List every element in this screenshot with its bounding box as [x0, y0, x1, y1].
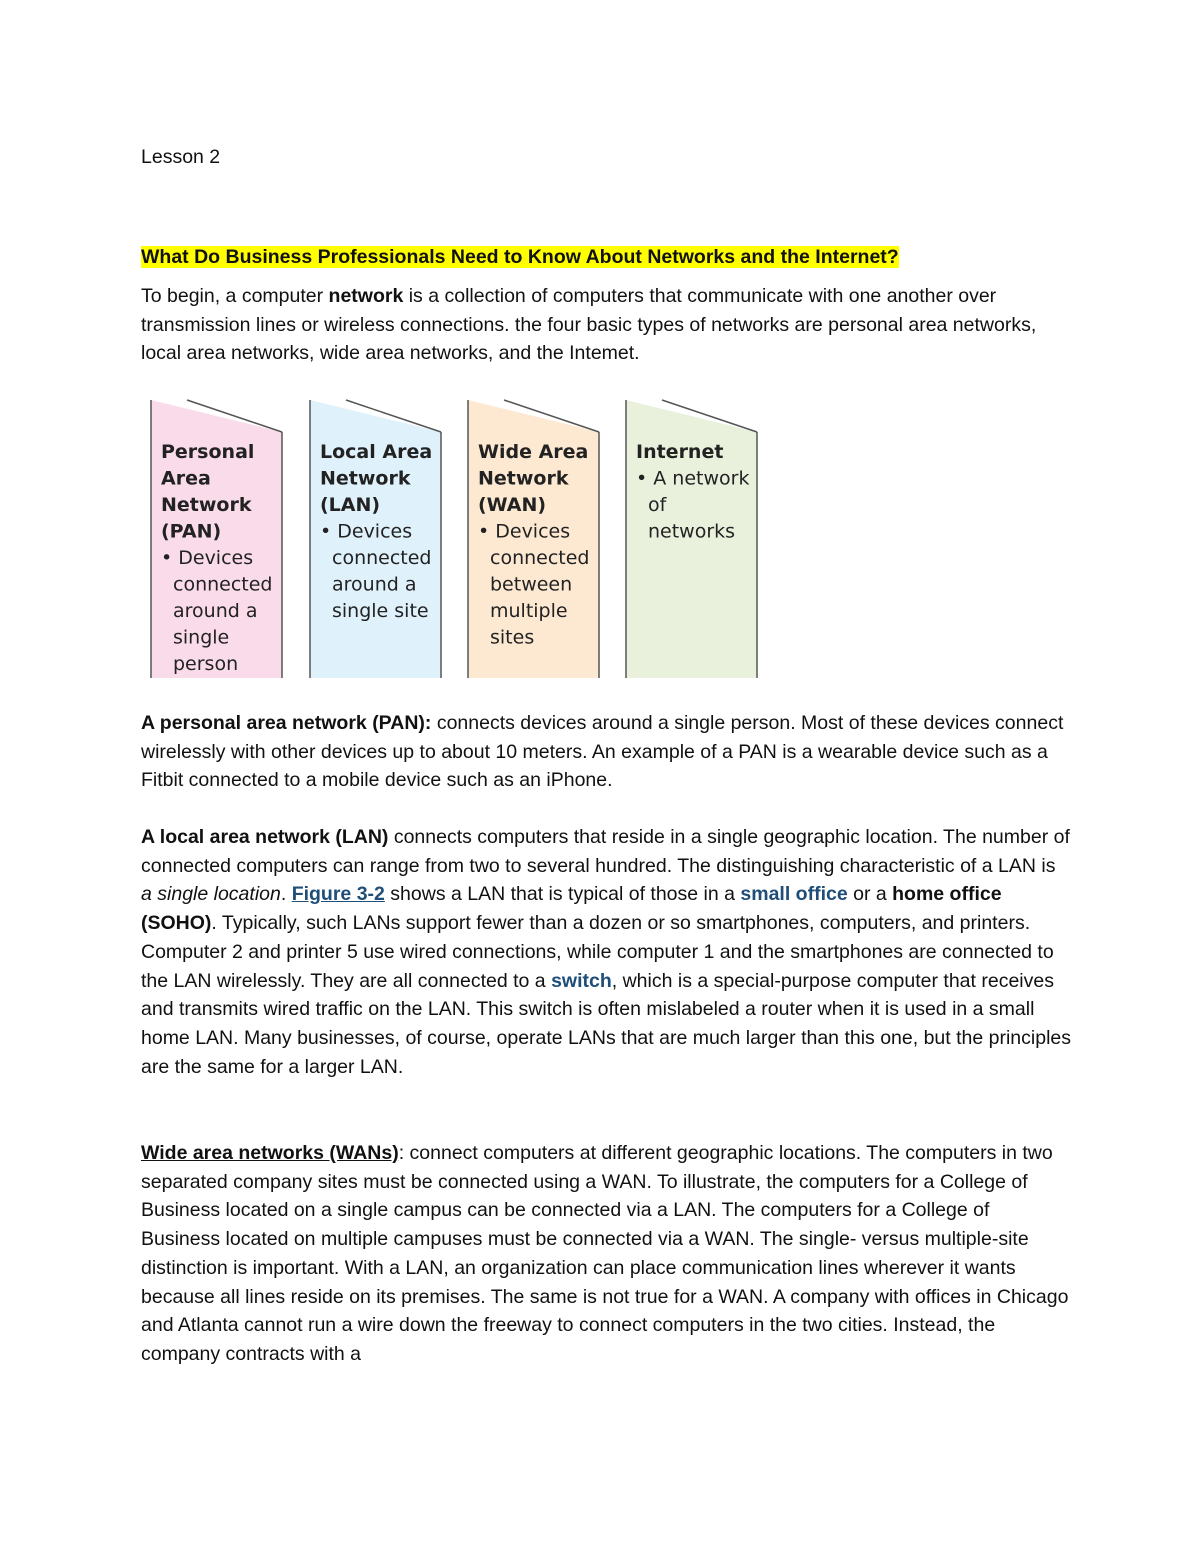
- figure-3-2-link[interactable]: Figure 3-2: [291, 883, 385, 906]
- card-bullet-line: • A network: [636, 467, 750, 490]
- card-bullet-line: single: [173, 626, 230, 649]
- card-title-line: Wide Area: [478, 441, 589, 463]
- home-office-term: home office (SOHO): [141, 883, 1002, 935]
- card-title-line: Local Area: [320, 441, 433, 463]
- card-bullet-line: • Devices: [161, 547, 254, 569]
- lan-text-1: connects computers that reside in a single geographic location. The number of connected computers can range from two to several hundred. The distinguishing characteristic of a LAN is: [141, 826, 1070, 877]
- lan-text-2: .: [280, 883, 292, 906]
- card-bullet-line: connected: [332, 547, 432, 569]
- switch-link[interactable]: switch: [551, 969, 612, 992]
- card-bullet-line: multiple: [490, 600, 568, 622]
- lan-text-5: . Typically, such LANs support fewer than a dozen or so smartphones, computers, and printers. Computer 2 and printer 5 use wired connections, while computer 1 and the smartphones are connected to the LAN wirelessly. They are all connected to a: [141, 912, 1054, 992]
- lan-term: A local area network (LAN): [141, 826, 389, 848]
- wan-text: : connect computers at different geographic locations. The computers in two separated company sites must be connected using a WAN. To illustrate, the computers for a College of Business located on a single campus can be connected via a LAN. The computers for a College of Business located on multiple campuses must be connected via a WAN. The single- versus multiple-site distinction is important. With a LAN, an organization can place communication lines wherever it wants because all lines reside on its premises. The same is not true for a WAN. A company with offices in Chicago and Atlanta cannot run a wire down the freeway to connect computers in the two cities. Instead, the company contracts with a: [141, 1142, 1069, 1365]
- card-title-line: Network: [320, 467, 411, 490]
- network-card-0: [151, 400, 282, 678]
- network-types-diagram: [0, 0, 1200, 700]
- lan-text-3: shows a LAN that is typical of those in a: [384, 883, 741, 906]
- card-bullet-line: single site: [332, 600, 429, 622]
- small-office-link[interactable]: small office: [740, 883, 848, 906]
- lan-text-4: or a: [847, 883, 893, 906]
- network-card-1: [310, 400, 441, 678]
- card-bullet-line: • Devices: [320, 520, 413, 543]
- single-location-emphasis: a single location: [141, 883, 281, 906]
- card-title-line: (LAN): [320, 494, 381, 516]
- card-title-line: Internet: [636, 441, 724, 463]
- lan-text-6: , which is a special-purpose computer that receives and transmits wired traffic on the LAN. This switch is often mislabeled a router when it is used in a small home LAN. Many businesses, of course, operate LANs that are much larger than this one, but the principles are the same for a larger LAN.: [141, 969, 1072, 1078]
- intro-text-end: is a collection of computers that communicate with one another over transmission lines or wireless connections. the four basic types of networks are personal area networks, local area networks, wide area networks, and the Intemet.: [141, 285, 1037, 365]
- wan-paragraph: [141, 1139, 1071, 1369]
- network-card-2: [468, 400, 599, 678]
- card-bullet-line: • Devices: [478, 520, 571, 543]
- card-bullet-line: of: [648, 494, 667, 516]
- card-bullet-line: sites: [490, 626, 535, 649]
- card-title-line: (PAN): [161, 520, 222, 543]
- card-bullet-line: around a: [332, 573, 417, 596]
- card-bullet-line: networks: [648, 520, 736, 543]
- card-bullet-line: connected: [490, 547, 590, 569]
- pan-paragraph: [141, 709, 1071, 795]
- highlighted-heading-text: What Do Business Professionals Need to Know About Networks and the Internet?: [141, 246, 899, 268]
- card-bullet-line: between: [490, 573, 573, 596]
- wan-term: Wide area networks (WANs): [141, 1142, 399, 1164]
- lesson-label: Lesson 2: [141, 146, 221, 168]
- lan-paragraph: [141, 823, 1071, 1081]
- pan-text: connects devices around a single person. Most of these devices connect wirelessly with other devices up to about 10 meters. An example of a PAN is a wearable device such as a Fitbit connected to a mobile device such as an iPhone.: [141, 712, 1064, 792]
- network-card-3: [626, 400, 757, 678]
- card-title-line: Network: [161, 494, 252, 516]
- card-title-line: (WAN): [478, 494, 547, 516]
- card-bullet-line: around a: [173, 600, 258, 622]
- intro-text-start: To begin, a computer: [141, 285, 329, 307]
- card-bullet-line: connected: [173, 573, 273, 596]
- pan-term: A personal area network (PAN):: [141, 712, 432, 734]
- card-title-line: Area: [161, 467, 211, 490]
- network-term: network: [328, 285, 404, 307]
- card-title-line: Personal: [161, 441, 255, 463]
- card-title-line: Network: [478, 467, 569, 490]
- card-bullet-line: person: [173, 653, 239, 675]
